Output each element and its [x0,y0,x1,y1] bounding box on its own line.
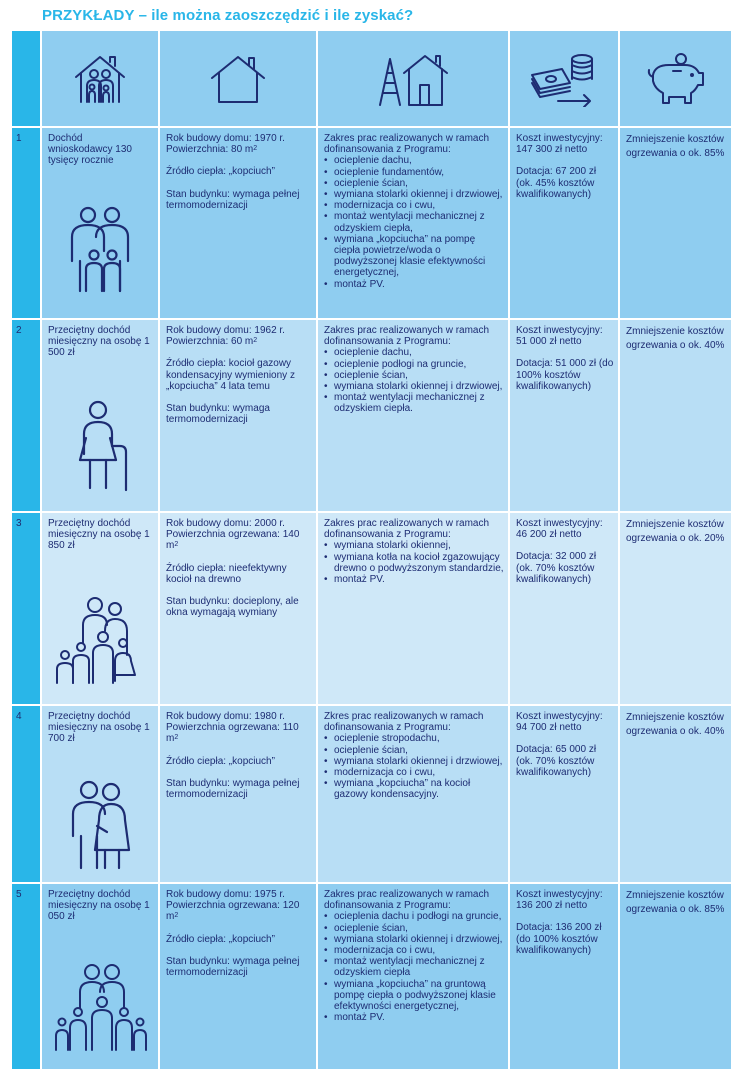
build-year: Rok budowy domu: 1962 r. [166,325,285,336]
house-info-cell [160,706,318,884]
house-info-cell [160,884,318,1071]
income-cell [42,320,160,513]
saving-text: Zmniejszenie kosztów ogrzewania o ok. 85% [626,890,725,915]
build-year: Rok budowy domu: 1980 r. [166,711,285,722]
investment-cost: Koszt inwestycyjny: 94 700 zł netto [516,711,603,734]
works-item: • ocieplenie podłogi na gruncie, [324,359,504,370]
works-item: • wymiana stolarki okiennej, [324,540,504,551]
cost-cell [510,884,620,1071]
heat-source: Źródło ciepła: „kopciuch” [166,933,275,945]
area-line [166,529,312,551]
house-info-cell [160,320,318,513]
build-year: Rok budowy domu: 1975 r. [166,889,285,900]
example-row-1 [12,128,731,320]
area-line [166,722,312,744]
works-cell [318,320,510,513]
income-text: Dochód wnioskodawcy 130 tysięcy rocznie [48,133,132,167]
income-text: Przeciętny dochód miesięczny na osobę 1 050 zł [48,889,150,923]
examples-table [12,31,731,1071]
works-item: • ocieplenie dachu, [324,155,504,166]
works-cell [318,128,510,320]
row-number: 1 [12,128,42,320]
works-item: • wymiana kotła na kocioł zgazowujący drewno o podwyższonym standardzie, [324,552,504,574]
header-cost-cell [510,31,620,128]
works-item: • modernizacja co i cwu, [324,945,504,956]
works-intro: Zakres prac realizowanych w ramach dofinansowania z Programu: [324,133,490,156]
family-parents-children-icon [68,203,132,298]
works-item: • montaż PV. [324,279,504,290]
income-text: Przeciętny dochód miesięczny na osobę 1 700 zł [48,711,150,745]
building-state: Stan budynku: wymaga termomodernizacji [166,403,270,426]
header-house-cell [160,31,318,128]
area-text: Powierzchnia ogrzewana: 120 m [166,900,300,923]
house-icon [209,54,267,104]
area-unit-sup: 2 [174,734,179,742]
saving-text: Zmniejszenie kosztów ogrzewania o ok. 40% [626,712,725,737]
building-state: Stan budynku: wymaga pełnej termomodernizacji [166,955,300,979]
header-saving-cell [620,31,731,128]
building-state: Stan budynku: docieplony, ale okna wymagają wymiany [166,596,299,619]
works-item: • montaż wentylacji mechanicznej z odzyskiem ciepła. [324,392,504,414]
page-title: PRZYKŁADY – ile można zaoszczędzić i ile zyskać? [42,7,414,24]
area-text: Powierzchnia: 80 m [166,144,254,156]
grant-amount: Dotacja: 32 000 zł (ok. 70% kosztów kwalifikowanych) [516,551,597,585]
grant-amount: Dotacja: 67 200 zł (ok. 45% kosztów kwalifikowanych) [516,166,597,200]
example-row-3 [12,513,731,706]
works-list [324,911,504,1023]
big-family-icon [52,962,148,1055]
saving-cell [620,513,731,706]
house-info-cell [160,128,318,320]
works-item: • wymiana „kopciucha” na gruntową pompę ciepła o podwyższonej klasie efektywności energetycznej, [324,979,504,1013]
saving-text: Zmniejszenie kosztów ogrzewania o ok. 40% [626,326,725,351]
house-info-cell [160,513,318,706]
works-item: • ocieplenie ścian, [324,745,504,756]
area-text: Powierzchnia ogrzewana: 140 m [166,529,300,552]
area-unit-sup: 2 [174,541,179,549]
works-item: • ocieplenie dachu, [324,347,504,358]
house-ladder-icon [376,51,450,107]
works-item: • montaż PV. [324,1012,504,1023]
heat-source: Źródło ciepła: kocioł gazowy kondensacyjny wymieniony z „kopciucha” 4 lata temu [166,358,295,392]
saving-cell [620,706,731,884]
investment-cost: Koszt inwestycyjny: 136 200 zł netto [516,889,603,912]
works-item: • montaż PV. [324,574,504,585]
heat-source: Źródło ciepła: „kopciuch” [166,755,275,767]
saving-text: Zmniejszenie kosztów ogrzewania o ok. 20% [626,519,725,544]
saving-cell [620,320,731,513]
works-list [324,733,504,800]
example-row-4 [12,706,731,884]
saving-cell [620,128,731,320]
example-row-2 [12,320,731,513]
header-works-cell [318,31,510,128]
works-list [324,347,504,414]
heat-source: Źródło ciepła: „kopciuch” [166,166,275,178]
cost-cell [510,320,620,513]
works-item: • modernizacja co i cwu, [324,767,504,778]
works-cell [318,706,510,884]
works-item: • wymiana stolarki okiennej i drzwiowej, [324,189,504,200]
income-cell [42,513,160,706]
row-number: 4 [12,706,42,884]
family-house-icon [72,53,128,105]
area-unit-sup: 2 [253,337,258,345]
area-unit-sup: 2 [174,912,179,920]
works-intro: Zkres prac realizowanych w ramach dofinansowania z Programu: [324,711,484,734]
heat-source: Źródło ciepła: nieefektywny kocioł na drewno [166,562,287,585]
income-cell [42,706,160,884]
income-text: Przeciętny dochód miesięczny na osobę 1 850 zł [48,518,150,552]
works-item: • ocieplenie ścian, [324,370,504,381]
investment-cost: Koszt inwestycyjny: 147 300 zł netto [516,133,603,156]
header-number-cell [12,31,42,128]
works-item: • ocieplenie fundamentów, [324,167,504,178]
row-number: 3 [12,513,42,706]
works-item: • montaż wentylacji mechanicznej z odzyskiem ciepła [324,956,504,978]
area-line [166,900,312,922]
cost-cell [510,513,620,706]
investment-cost: Koszt inwestycyjny: 46 200 zł netto [516,518,603,541]
works-item: • wymiana stolarki okiennej i drzwiowej, [324,381,504,392]
row-number: 2 [12,320,42,513]
grant-amount: Dotacja: 65 000 zł (ok. 70% kosztów kwalifikowanych) [516,744,597,778]
example-row-5 [12,884,731,1071]
works-item: • ocieplenie ścian, [324,923,504,934]
investment-cost: Koszt inwestycyjny: 51 000 zł netto [516,325,603,348]
works-item: • ocieplenia dachu i podłogi na gruncie, [324,911,504,922]
build-year: Rok budowy domu: 2000 r. [166,518,285,529]
works-intro: Zakres prac realizowanych w ramach dofinansowania z Programu: [324,889,490,912]
saving-cell [620,884,731,1071]
building-state: Stan budynku: wymaga pełnej termomodernizacji [166,777,300,801]
works-cell [318,884,510,1071]
area-line [166,144,312,155]
area-unit-sup: 2 [253,145,258,153]
cost-cell [510,706,620,884]
works-item: • ocieplenie ścian, [324,178,504,189]
income-cell [42,128,160,320]
works-list [324,155,504,289]
works-list [324,540,504,585]
cost-cell [510,128,620,320]
elderly-woman-cane-icon [70,398,130,495]
works-item: • ocieplenie stropodachu, [324,733,504,744]
area-text: Powierzchnia ogrzewana: 110 m [166,722,299,745]
row-number: 5 [12,884,42,1071]
header-row [12,31,731,128]
works-intro: Zakres prac realizowanych w ramach dofinansowania z Programu: [324,325,490,348]
works-intro: Zakres prac realizowanych w ramach dofinansowania z Programu: [324,518,490,541]
area-text: Powierzchnia: 60 m [166,336,254,348]
income-cell [42,884,160,1071]
works-item: • wymiana „kopciucha” na pompę ciepła powietrze/woda o podwyższonej klasie efektywności energetycznej, [324,234,504,279]
income-text: Przeciętny dochód miesięczny na osobę 1 500 zł [48,325,150,359]
piggy-bank-icon [645,51,707,107]
works-item: • montaż wentylacji mechanicznej z odzyskiem ciepła, [324,211,504,233]
header-family-cell [42,31,160,128]
building-state: Stan budynku: wymaga pełnej termomodernizacji [166,188,300,211]
works-cell [318,513,510,706]
works-item: • wymiana „kopciucha” na kocioł gazowy kondensacyjny. [324,778,504,800]
grant-amount: Dotacja: 136 200 zł (do 100% kosztów kwalifikowanych) [516,922,602,956]
money-coins-icon [528,51,600,107]
elderly-couple-icon [67,776,133,875]
works-item: • modernizacja co i cwu, [324,200,504,211]
saving-text: Zmniejszenie kosztów ogrzewania o ok. 85% [626,134,725,159]
grant-amount: Dotacja: 51 000 zł (do 100% kosztów kwalifikowanych) [516,358,614,392]
build-year: Rok budowy domu: 1970 r. [166,133,285,144]
area-line [166,336,312,347]
works-item: • wymiana stolarki okiennej i drzwiowej, [324,756,504,767]
works-item: • wymiana stolarki okiennej i drzwiowej, [324,934,504,945]
large-family-icon [53,595,147,688]
